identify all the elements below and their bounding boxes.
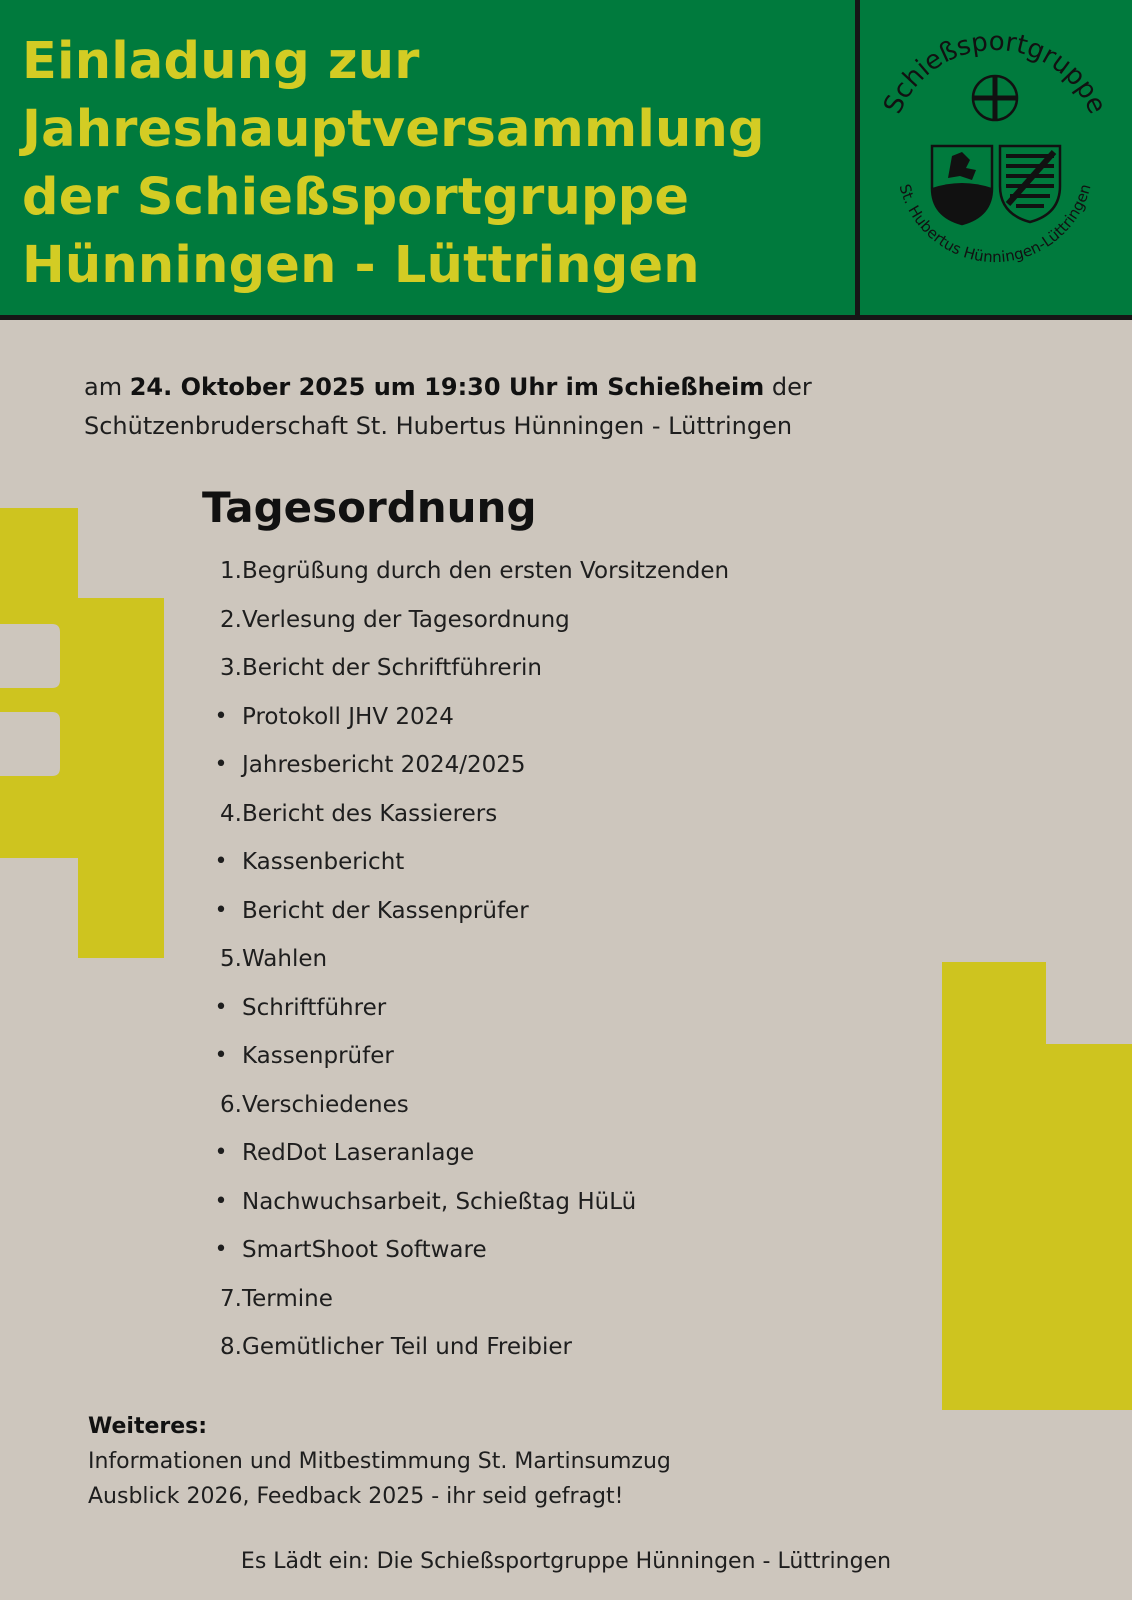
agenda-item xyxy=(212,1235,912,1284)
svg-text:St. Hubertus Hünningen-Lüttrin xyxy=(895,182,1094,266)
agenda-item xyxy=(212,1332,912,1381)
title-line: Einladung zur xyxy=(22,32,420,91)
agenda-item xyxy=(212,1090,912,1139)
stripes-shield-icon xyxy=(1000,146,1060,222)
bullet-marker: • xyxy=(214,1237,228,1262)
agenda-item xyxy=(212,1041,912,1090)
agenda-item-text: Jahresbericht 2024/2025 xyxy=(242,752,526,778)
logo-arc-bottom: St. Hubertus Hünningen-Lüttringen xyxy=(895,182,1095,267)
agenda-item xyxy=(212,1284,912,1333)
title-line: Jahreshauptversammlung xyxy=(22,100,765,159)
agenda-item xyxy=(212,799,912,848)
agenda-item-text: Kassenprüfer xyxy=(242,1043,394,1069)
agenda-item-text: Verlesung der Tagesordnung xyxy=(242,606,570,633)
agenda-item xyxy=(212,653,912,702)
agenda-item-text: Gemütlicher Teil und Freibier xyxy=(242,1334,572,1360)
bullet-marker: • xyxy=(214,1043,228,1068)
agenda-item xyxy=(212,1138,912,1187)
agenda-item-text: Wahlen xyxy=(242,946,328,972)
event-line-1 xyxy=(84,368,1084,407)
further-info-line: Informationen und Mitbestimmung St. Martinsumzug xyxy=(88,1449,671,1474)
event-date-place: 24. Oktober 2025 um 19:30 Uhr im Schießheim xyxy=(129,373,765,401)
further-info-title: Weiteres: xyxy=(88,1414,208,1439)
bullet-marker: • xyxy=(214,703,228,729)
agenda-item-text: RedDot Laseranlage xyxy=(242,1140,475,1166)
agenda-item xyxy=(212,556,912,605)
agenda-item-text: Schriftführer xyxy=(242,994,387,1021)
agenda-item xyxy=(212,993,912,1042)
event-line-2: Schützenbruderschaft St. Hubertus Hünningen - Lüttringen xyxy=(84,412,793,440)
bullet-marker: • xyxy=(214,752,228,777)
agenda-item xyxy=(212,896,912,945)
decorative-puzzle-right xyxy=(942,962,1132,1410)
bullet-marker: • xyxy=(214,1140,228,1165)
agenda-item-text: Kassenbericht xyxy=(242,849,405,875)
header-divider xyxy=(855,0,860,320)
agenda-item-text: Bericht der Schriftführerin xyxy=(242,655,542,681)
number-marker: 4. xyxy=(220,800,242,827)
agenda-item xyxy=(212,702,912,751)
title-line: Hünningen - Lüttringen xyxy=(22,236,700,295)
agenda-item xyxy=(212,1187,912,1236)
agenda-list xyxy=(212,556,912,1381)
number-marker: 2. xyxy=(220,606,242,633)
agenda-item xyxy=(212,847,912,896)
number-marker: 3. xyxy=(220,655,242,681)
number-marker: 7. xyxy=(220,1285,242,1312)
club-logo xyxy=(870,28,1120,278)
bullet-marker: • xyxy=(214,1188,228,1214)
bullet-marker: • xyxy=(214,994,228,1020)
agenda-item xyxy=(212,605,912,654)
further-info-line: Ausblick 2026, Feedback 2025 - ihr seid gefragt! xyxy=(88,1484,624,1509)
logo-arc-top: Schießsportgruppe xyxy=(878,28,1112,119)
footer-invitation: Es Lädt ein: Die Schießsportgruppe Hünningen - Lüttringen xyxy=(240,1549,892,1574)
event-prefix: am xyxy=(84,373,130,401)
agenda-item-text: Bericht des Kassierers xyxy=(242,800,498,827)
agenda-item-text: Bericht der Kassenprüfer xyxy=(242,897,529,924)
number-marker: 1. xyxy=(220,558,242,584)
event-details xyxy=(84,368,1084,446)
bullet-marker: • xyxy=(214,849,228,874)
number-marker: 6. xyxy=(220,1091,242,1118)
further-info xyxy=(88,1409,988,1514)
agenda-item-text: Nachwuchsarbeit, Schießtag HüLü xyxy=(242,1188,637,1215)
agenda-item-text: Protokoll JHV 2024 xyxy=(242,703,454,730)
decorative-puzzle-left xyxy=(0,508,170,960)
header-banner xyxy=(0,0,1132,320)
event-suffix: der xyxy=(764,373,812,401)
cross-shield-icon xyxy=(973,76,1017,120)
bullet-marker: • xyxy=(214,897,228,923)
lion-shield-icon xyxy=(932,146,992,224)
agenda-item-text: Begrüßung durch den ersten Vorsitzenden xyxy=(242,558,730,584)
agenda-item-text: SmartShoot Software xyxy=(242,1237,487,1263)
number-marker: 8. xyxy=(220,1334,242,1360)
title-line: der Schießsportgruppe xyxy=(22,168,690,227)
number-marker: 5. xyxy=(220,946,242,972)
agenda-item-text: Verschiedenes xyxy=(242,1091,409,1118)
agenda-item xyxy=(212,944,912,993)
agenda-title: Tagesordnung xyxy=(202,483,537,532)
agenda-item xyxy=(212,750,912,799)
agenda-item-text: Termine xyxy=(242,1285,333,1312)
invitation-title xyxy=(22,28,765,300)
